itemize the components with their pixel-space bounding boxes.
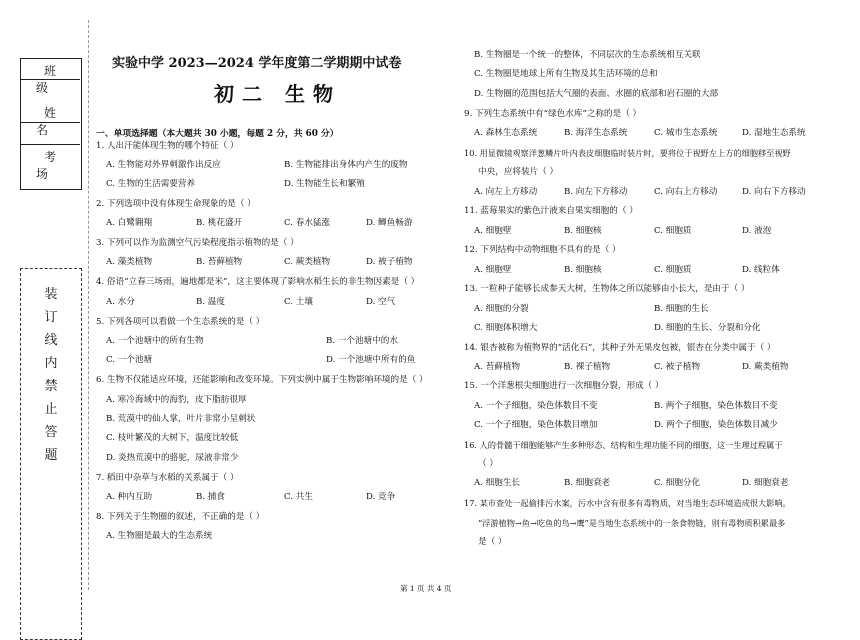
option: A. 向左上方移动	[474, 187, 538, 197]
question-15: 15. 一个洋葱根尖细胞进行一次细胞分裂，形成（ ）	[464, 381, 664, 391]
question-5: 5. 下列各项可以看做一个生态系统的是（ ）	[96, 317, 265, 327]
question-10-cont: 中央，应将装片（ ）	[478, 167, 559, 177]
binding-divider	[88, 20, 89, 590]
question-11: 11. 蓝莓果实的紫色汁液来自果实细胞的（ ）	[464, 206, 638, 216]
option: B. 荒漠中的仙人掌，叶片非常小呈刺状	[106, 414, 256, 424]
question-8: 8. 下列关于生物圈的叙述，不正确的是（ ）	[96, 512, 265, 522]
question-1: 1. 人出汗能体现生物的哪个特征（ ）	[96, 141, 239, 151]
option: C. 共生	[284, 492, 313, 502]
option: A. 生物圈是最大的生态系统	[106, 531, 213, 541]
question-16-cont: （ ）	[478, 459, 498, 469]
question-17-cont: “浮游植物→鱼→吃鱼的鸟→鹰”是当地生态系统中的一条食物链，则有毒物质积累最多	[478, 518, 786, 528]
option: C. 被子植物	[654, 362, 701, 372]
option: C. 春水猛涨	[284, 218, 331, 228]
option: B. 裸子植物	[564, 362, 611, 372]
option: A. 水分	[106, 297, 135, 307]
option: B. 细胞核	[564, 265, 602, 275]
question-17: 17. 某市查处一起偷排污水案，污水中含有很多有毒物质，对当地生态环境造成很大影响。	[464, 498, 791, 508]
option: A. 森林生态系统	[474, 128, 538, 138]
option: D. 竞争	[366, 492, 396, 502]
option: C. 城市生态系统	[654, 128, 718, 138]
section-heading: 一、单项选择题（本大题共 30 小题，每题 2 分，共 60 分）	[96, 129, 339, 139]
option: D. 细胞衰老	[742, 478, 789, 488]
option: A. 细胞壁	[474, 226, 512, 236]
question-17-cont: 是（ ）	[478, 537, 507, 547]
option: B. 细胞衰老	[564, 478, 611, 488]
option: D. 两个子细胞，染色体数目减少	[654, 420, 778, 430]
option: B. 生物能排出身体内产生的废物	[284, 160, 408, 170]
option: D. 空气	[366, 297, 396, 307]
option: B. 海洋生态系统	[564, 128, 628, 138]
question-13: 13. 一粒种子能够长成参天大树，生物体之所以能够由小长大，是由于（ ）	[464, 284, 750, 294]
divider	[20, 144, 80, 145]
question-7: 7. 稻田中杂草与水稻的关系属于（ ）	[96, 473, 239, 483]
option: D. 鲫鱼畅游	[366, 218, 413, 228]
option: C. 生物的生活需要营养	[106, 179, 196, 189]
question-6: 6. 生物不仅能适应环境，还能影响和改变环境。下列实例中属于生物影响环境的是（ ）	[96, 375, 428, 385]
option: A. 藻类植物	[106, 257, 153, 267]
option: B. 细胞的生长	[654, 304, 709, 314]
binding-panel	[20, 58, 82, 578]
name-label: 姓 名	[35, 106, 72, 137]
option: D. 生物能生长和繁殖	[284, 179, 365, 189]
option: C. 一个子细胞，染色体数目增加	[474, 420, 598, 430]
option: D. 线粒体	[742, 265, 780, 275]
question-12: 12. 下列结构中动物细胞不具有的是（ ）	[464, 245, 621, 255]
option: D. 炎热荒漠中的骆驼，尿液非常少	[106, 453, 239, 463]
option: D. 蕨类植物	[742, 362, 789, 372]
option: D. 被子植物	[366, 257, 413, 267]
option: B. 温度	[196, 297, 225, 307]
option: A. 生物能对外界刺激作出反应	[106, 160, 221, 170]
exam-room-label: 考 场	[35, 150, 72, 181]
option: A. 苔藓植物	[474, 362, 521, 372]
option: C. 土壤	[284, 297, 313, 307]
option: B. 生物圈是一个统一的整体，不同层次的生态系统相互关联	[474, 50, 701, 60]
option: C. 细胞分化	[654, 478, 701, 488]
option: A. 白鹭翱翔	[106, 218, 153, 228]
option: A. 种内互助	[106, 492, 153, 502]
option: D. 生物圈的范围包括大气圈的表面、水圈的底部和岩石圈的大部	[474, 89, 719, 99]
question-4: 4. 俗语“立春三场雨，遍地都是米”，这主要体现了影响水稻生长的非生物因素是（ ）	[96, 277, 420, 287]
option: A. 细胞生长	[474, 478, 521, 488]
option: C. 向右上方移动	[654, 187, 718, 197]
question-14: 14. 银杏被称为植物界的“活化石”，其种子外无果皮包被，银杏在分类中属于（ ）	[464, 343, 776, 353]
option: B. 一个池塘中的水	[326, 336, 398, 346]
question-9: 9. 下列生态系统中有“绿色水库”之称的是（ ）	[464, 109, 642, 119]
option: B. 苔藓植物	[196, 257, 243, 267]
option: C. 蕨类植物	[284, 257, 331, 267]
question-16: 16. 人的骨髓干细胞能够产生多种形态、结构和生理功能不同的细胞，这一生理过程属于	[464, 440, 783, 450]
option: D. 一个池塘中所有的鱼	[326, 355, 416, 365]
option: C. 枝叶繁茂的大树下，温度比较低	[106, 433, 239, 443]
option: D. 细胞的生长、分裂和分化	[654, 323, 761, 333]
option: C. 生物圈是地球上所有生物及其生活环境的总和	[474, 69, 658, 79]
option: B. 细胞核	[564, 226, 602, 236]
option: A. 细胞的分裂	[474, 304, 529, 314]
option: C. 细胞体积增大	[474, 323, 538, 333]
page-number: 第 1 页 共 4 页	[400, 584, 452, 593]
option: A. 细胞壁	[474, 265, 512, 275]
option: D. 向右下方移动	[742, 187, 806, 197]
option: B. 两个子细胞，染色体数目不变	[654, 401, 778, 411]
class-label: 班 级	[35, 64, 72, 95]
option: A. 一个池塘中的所有生物	[106, 336, 204, 346]
option: C. 细胞质	[654, 226, 692, 236]
option: D. 液泡	[742, 226, 772, 236]
option: C. 细胞质	[654, 265, 692, 275]
option: D. 湿地生态系统	[742, 128, 806, 138]
option: B. 向左下方移动	[564, 187, 628, 197]
question-2: 2. 下列选项中没有体现生命现象的是（ ）	[96, 199, 256, 209]
option: B. 捕食	[196, 492, 225, 502]
option: A. 寒冷海域中的海豹，皮下脂肪很厚	[106, 395, 247, 405]
binding-warning-text: 装 订 线 内 禁 止 答 题	[44, 287, 58, 463]
question-10: 10. 用显微镜观察洋葱鳞片叶内表皮细胞临时装片时，要将位于视野左上方的细胞移至视野	[464, 148, 791, 158]
option: B. 桃花盛开	[196, 218, 243, 228]
option: A. 一个子细胞，染色体数目不变	[474, 401, 598, 411]
question-3: 3. 下列可以作为监测空气污染程度指示植物的是（ ）	[96, 238, 299, 248]
exam-title: 实验中学 2023—2024 学年度第二学期期中试卷	[112, 56, 402, 71]
exam-subtitle: 初二 生物	[214, 82, 341, 106]
option: C. 一个池塘	[106, 355, 153, 365]
